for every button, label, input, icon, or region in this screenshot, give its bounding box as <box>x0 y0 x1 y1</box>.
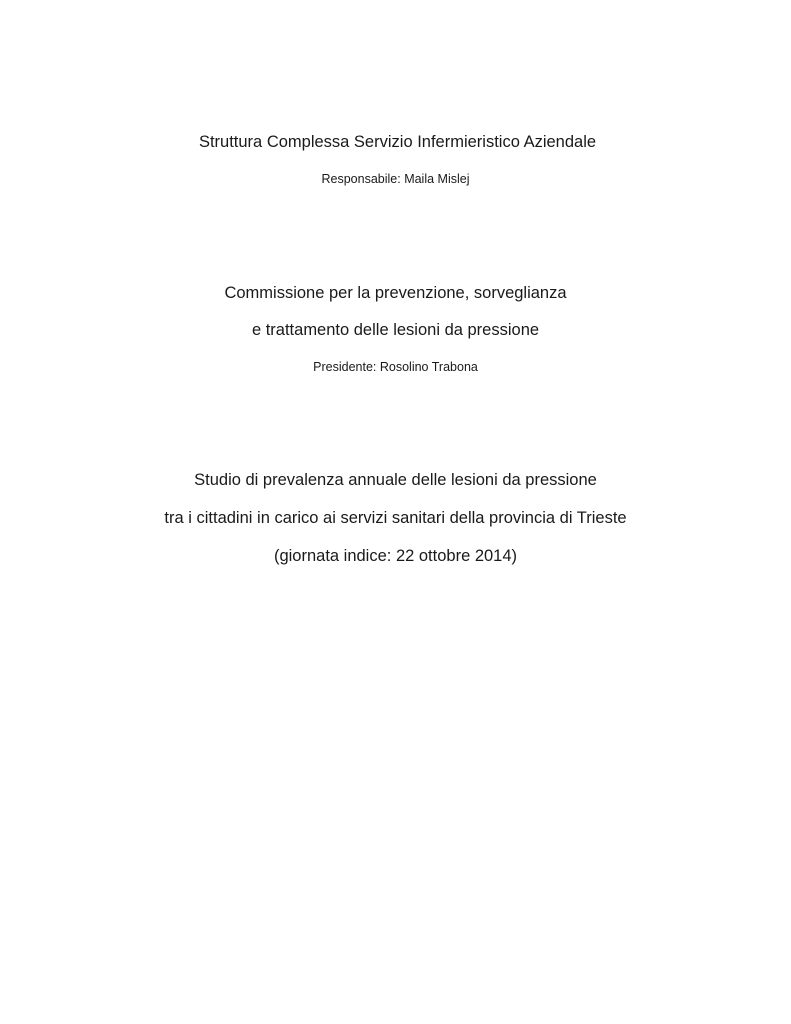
commission-title-line-2: e trattamento delle lesioni da pressione <box>251 321 540 339</box>
study-title-line-2: tra i cittadini in carico ai servizi sanitari della provincia di Trieste <box>164 509 627 527</box>
study-title-line-1: Studio di prevalenza annuale delle lesioni da pressione <box>194 471 597 489</box>
responsible-line: Responsabile: Maila Mislej <box>321 172 470 186</box>
department-title: Struttura Complessa Servizio Infermieristico Aziendale <box>198 133 597 151</box>
commission-title-line-1: Commissione per la prevenzione, sorveglianza <box>224 284 567 302</box>
president-line: Presidente: Rosolino Trabona <box>313 360 478 374</box>
study-date-line: (giornata indice: 22 ottobre 2014) <box>273 547 518 565</box>
